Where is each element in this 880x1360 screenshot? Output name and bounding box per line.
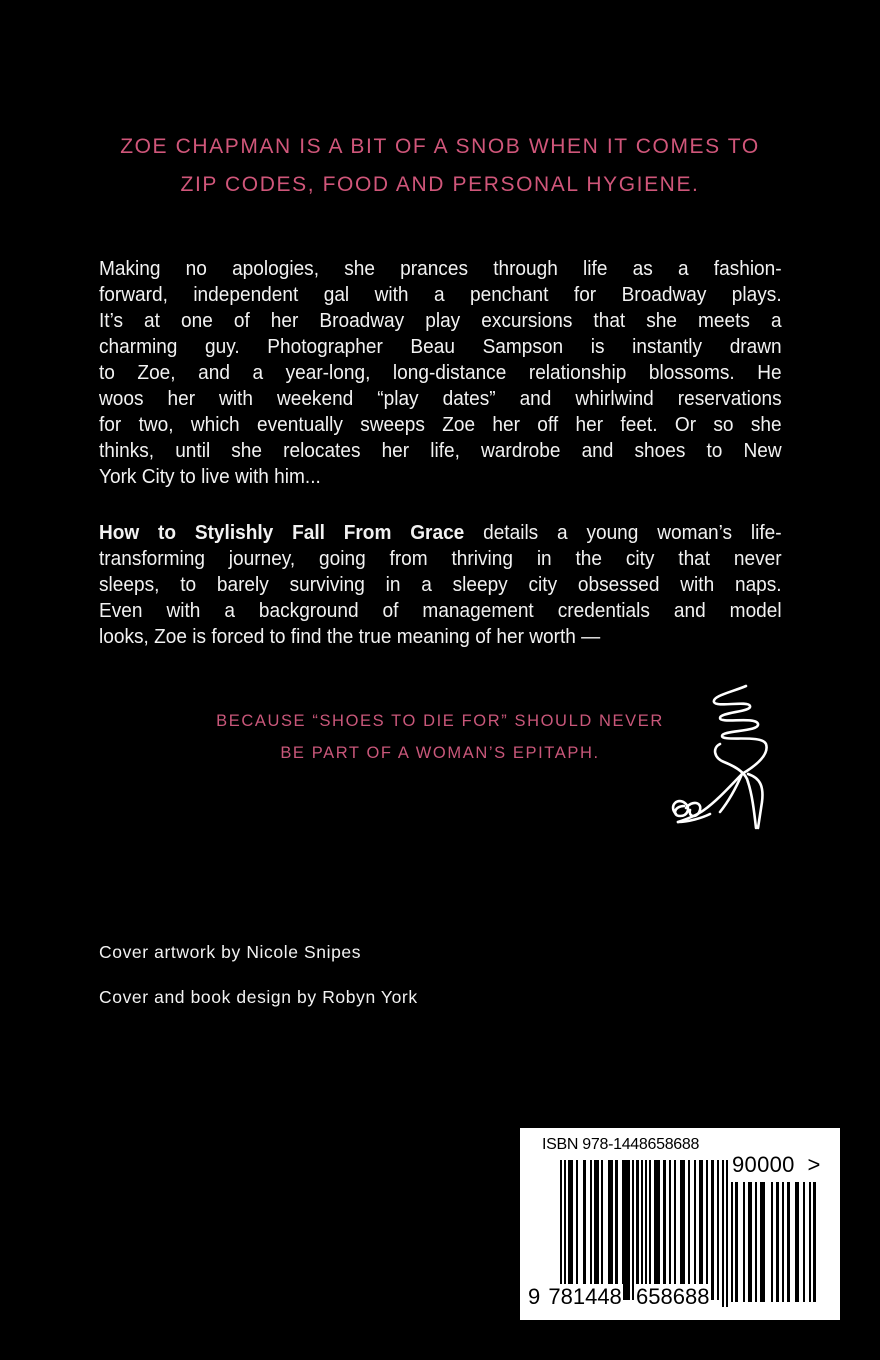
paragraph-line [99, 520, 782, 546]
paragraph-line: York City to live with him... [99, 465, 321, 488]
paragraph-line: Making no apologies, she prances through life as a fashion- [99, 257, 782, 280]
synopsis-paragraph-2 [99, 520, 782, 650]
paragraph-line: transforming journey, going from thriving in the city that never [99, 547, 782, 570]
tagline [90, 128, 790, 204]
addon-barcode-bars-icon [731, 1182, 839, 1302]
isbn-label: ISBN 978-1448658688 [542, 1136, 700, 1153]
book-title: How to Stylishly Fall From Grace [99, 521, 465, 544]
price-code: 90000 > [732, 1152, 821, 1177]
epitaph-line-1: BECAUSE “SHOES TO DIE FOR” SHOULD NEVER [216, 712, 664, 730]
cover-artwork-credit: Cover artwork by Nicole Snipes [99, 942, 362, 962]
isbn-digit-group-1: 781448 [548, 1284, 622, 1309]
isbn-digit-first: 9 [528, 1284, 541, 1309]
book-design-credit: Cover and book design by Robyn York [99, 987, 418, 1007]
tagline-line-1: ZOE CHAPMAN IS A BIT OF A SNOB WHEN IT COMES TO [120, 135, 760, 158]
credits [99, 940, 418, 1030]
paragraph-line: for two, which eventually sweeps Zoe her off her feet. Or so she [99, 413, 782, 436]
epitaph-line-2: BE PART OF A WOMAN’S EPITAPH. [280, 744, 600, 762]
paragraph-line: woos her with weekend “play dates” and whirlwind reservations [99, 387, 782, 410]
paragraph-line: sleeps, to barely surviving in a sleepy city obsessed with naps. [99, 573, 782, 596]
paragraph-line: charming guy. Photographer Beau Sampson is instantly drawn [99, 335, 782, 358]
tagline-line-2: ZIP CODES, FOOD AND PERSONAL HYGIENE. [180, 173, 700, 196]
paragraph-line: to Zoe, and a year-long, long-distance relationship blossoms. He [99, 361, 782, 384]
isbn-digits [527, 1284, 710, 1310]
paragraph-line: Even with a background of management credentials and model [99, 599, 782, 622]
isbn-digit-group-2: 658688 [636, 1284, 710, 1309]
paragraph-line-text: details a young woman’s life- [464, 521, 782, 544]
epitaph-quote [160, 705, 720, 769]
high-heel-shoe-icon [662, 682, 782, 830]
paragraph-line: forward, independent gal with a penchant for Broadway plays. [99, 283, 782, 306]
isbn-barcode [520, 1128, 840, 1320]
paragraph-line: looks, Zoe is forced to find the true meaning of her worth — [99, 625, 601, 648]
synopsis-paragraph-1 [99, 256, 782, 490]
paragraph-line: It’s at one of her Broadway play excursions that she meets a [99, 309, 782, 332]
paragraph-line: thinks, until she relocates her life, wardrobe and shoes to New [99, 439, 782, 462]
